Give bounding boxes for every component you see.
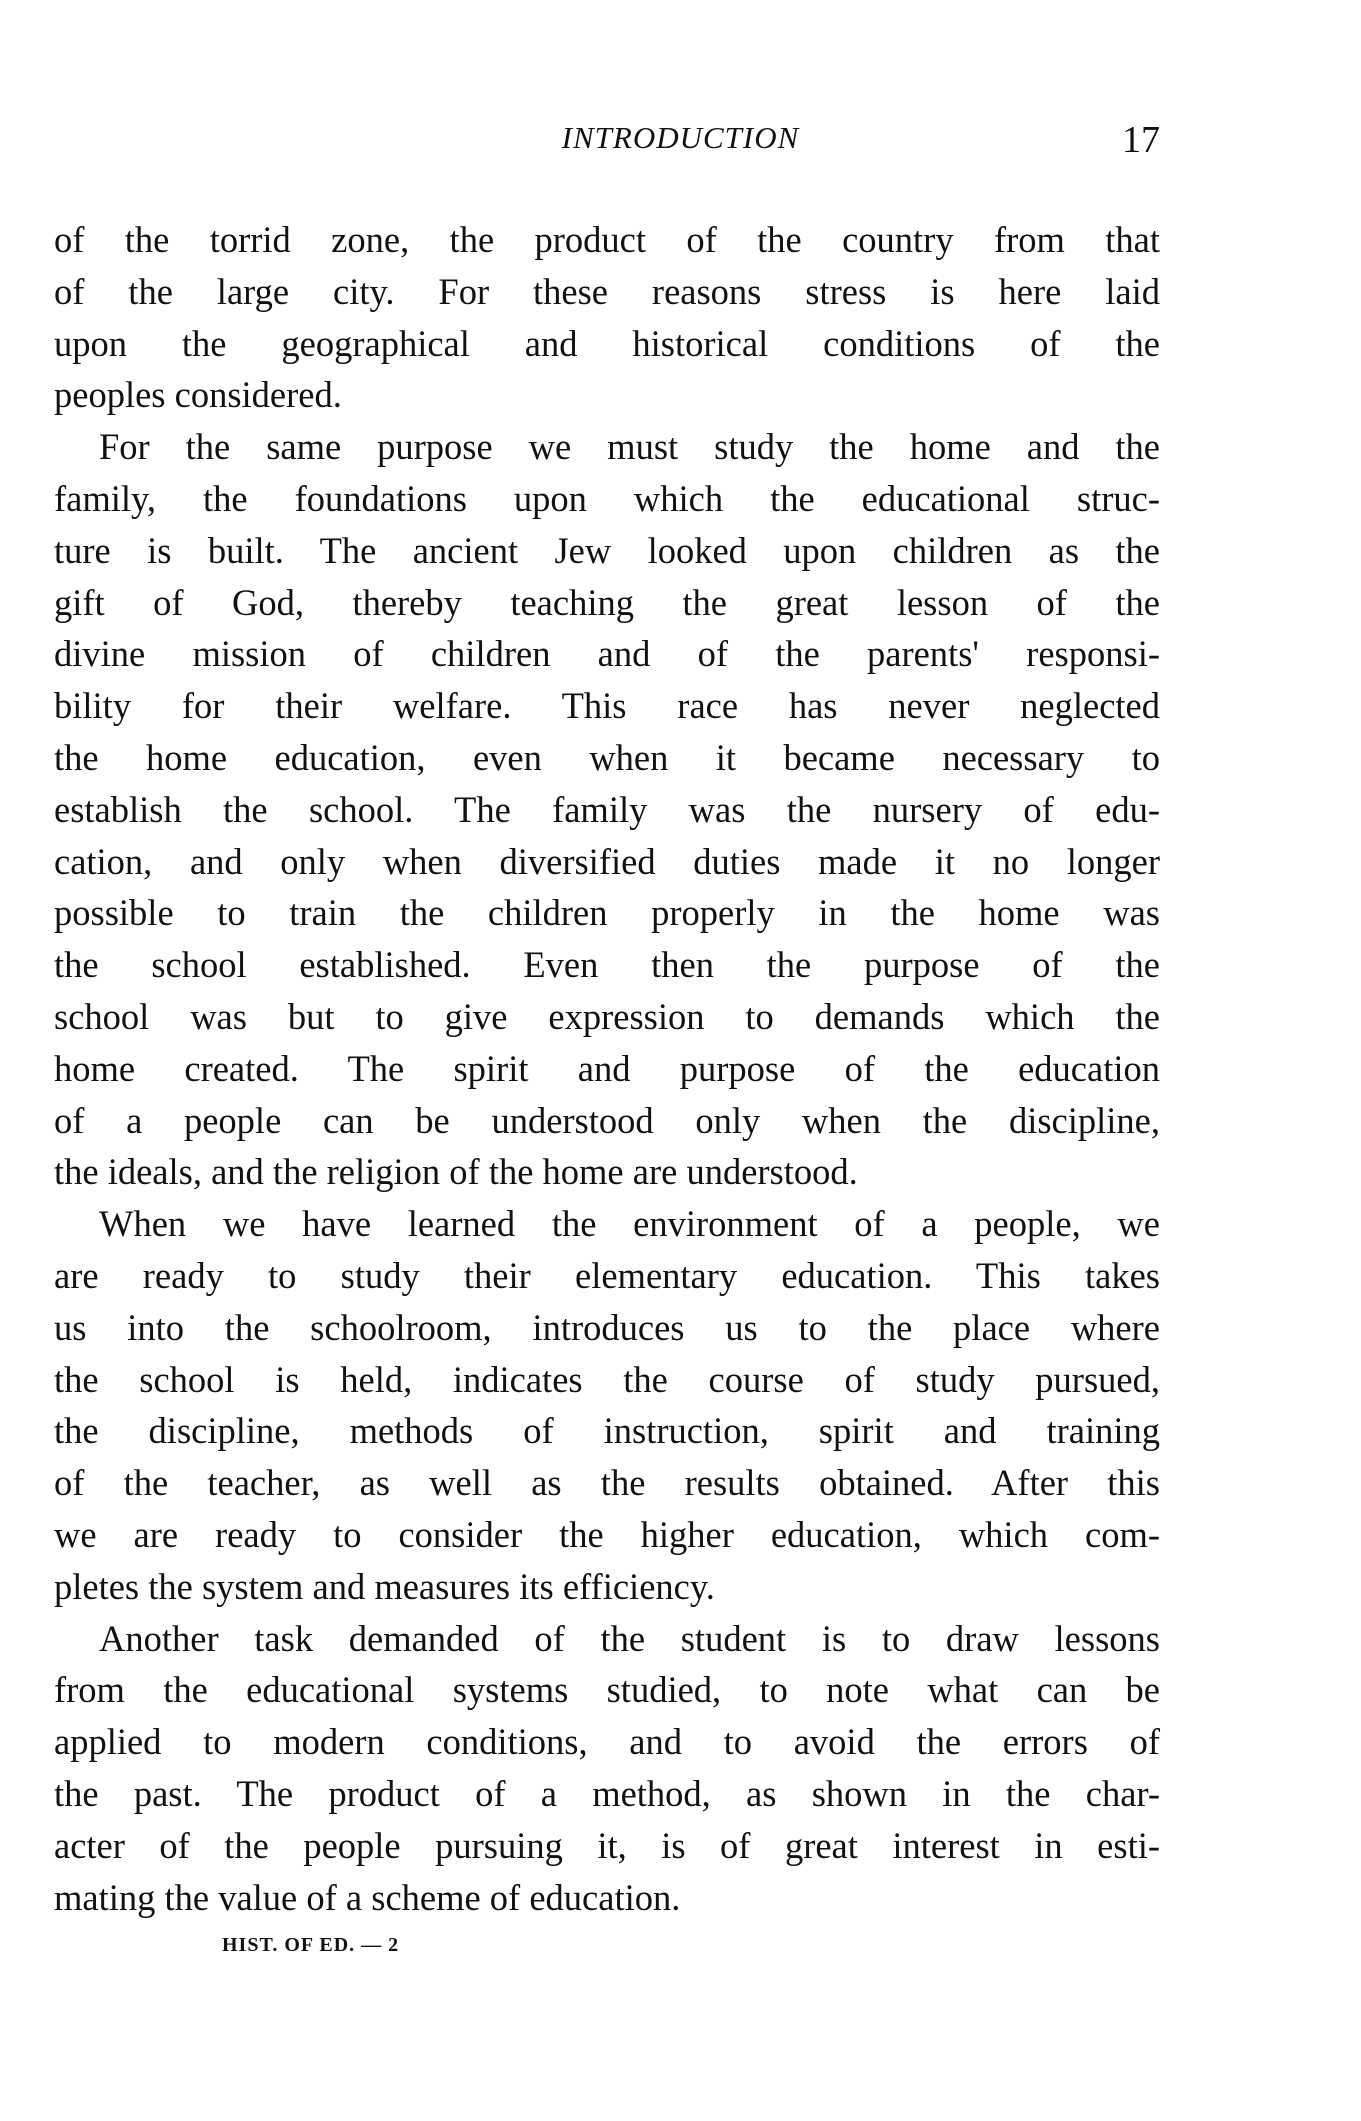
text-line: the school established. Even then the purpose of the [54,944,1160,986]
text-line: of a people can be understood only when the discipline, [54,1099,1160,1141]
text-line: home created. The spirit and purpose of the education [54,1047,1160,1089]
text-line: family, the foundations upon which the educational struc- [54,477,1160,519]
body-text [54,214,1160,1923]
text-line: are ready to study their elementary education. This takes [54,1254,1160,1296]
text-line: gift of God, thereby teaching the great lesson of the [54,581,1160,623]
text-line: the discipline, methods of instruction, spirit and training [54,1410,1160,1452]
text-line: peoples considered. [54,374,342,416]
text-line: us into the schoolroom, introduces us to the place where [54,1306,1160,1348]
text-line: from the educational systems studied, to note what can be [54,1669,1160,1711]
text-line: the past. The product of a method, as shown in the char- [54,1772,1160,1814]
paragraph [54,1613,1160,1924]
text-line: divine mission of children and of the parents' responsi- [54,633,1160,675]
text-line: applied to modern conditions, and to avoid the errors of [54,1721,1160,1763]
text-line: Another task demanded of the student is to draw lessons [99,1617,1160,1659]
signature-mark: HIST. OF ED. — 2 [222,1934,400,1956]
text-line: of the teacher, as well as the results obtained. After this [54,1462,1160,1504]
text-line: school was but to give expression to demands which the [54,995,1160,1037]
text-line: acter of the people pursuing it, is of great interest in esti- [54,1824,1160,1866]
text-line: For the same purpose we must study the home and the [99,426,1160,468]
text-line: of the large city. For these reasons stress is here laid [54,270,1160,312]
text-line: establish the school. The family was the nursery of edu- [54,788,1160,830]
text-line: When we have learned the environment of a people, we [99,1203,1160,1245]
text-line: pletes the system and measures its efficiency. [54,1565,715,1607]
text-line: we are ready to consider the higher education, which com- [54,1513,1160,1555]
text-line: cation, and only when diversified duties made it no longer [54,840,1160,882]
text-line: possible to train the children properly in the home was [54,892,1160,934]
text-line: mating the value of a scheme of education. [54,1876,681,1918]
text-line: the home education, even when it became necessary to [54,736,1160,778]
text-line: bility for their welfare. This race has never neglected [54,685,1160,727]
paragraph [54,421,1160,1198]
page-number: 17 [1122,119,1160,161]
text-line: the school is held, indicates the course of study pursued, [54,1358,1160,1400]
running-header: INTRODUCTION [561,120,800,155]
text-line: upon the geographical and historical conditions of the [54,322,1160,364]
text-line: of the torrid zone, the product of the country from that [54,219,1160,260]
paragraph [54,1198,1160,1612]
text-line: ture is built. The ancient Jew looked upon children as the [54,529,1160,571]
paragraph [54,214,1160,421]
text-line: the ideals, and the religion of the home are understood. [54,1151,858,1193]
